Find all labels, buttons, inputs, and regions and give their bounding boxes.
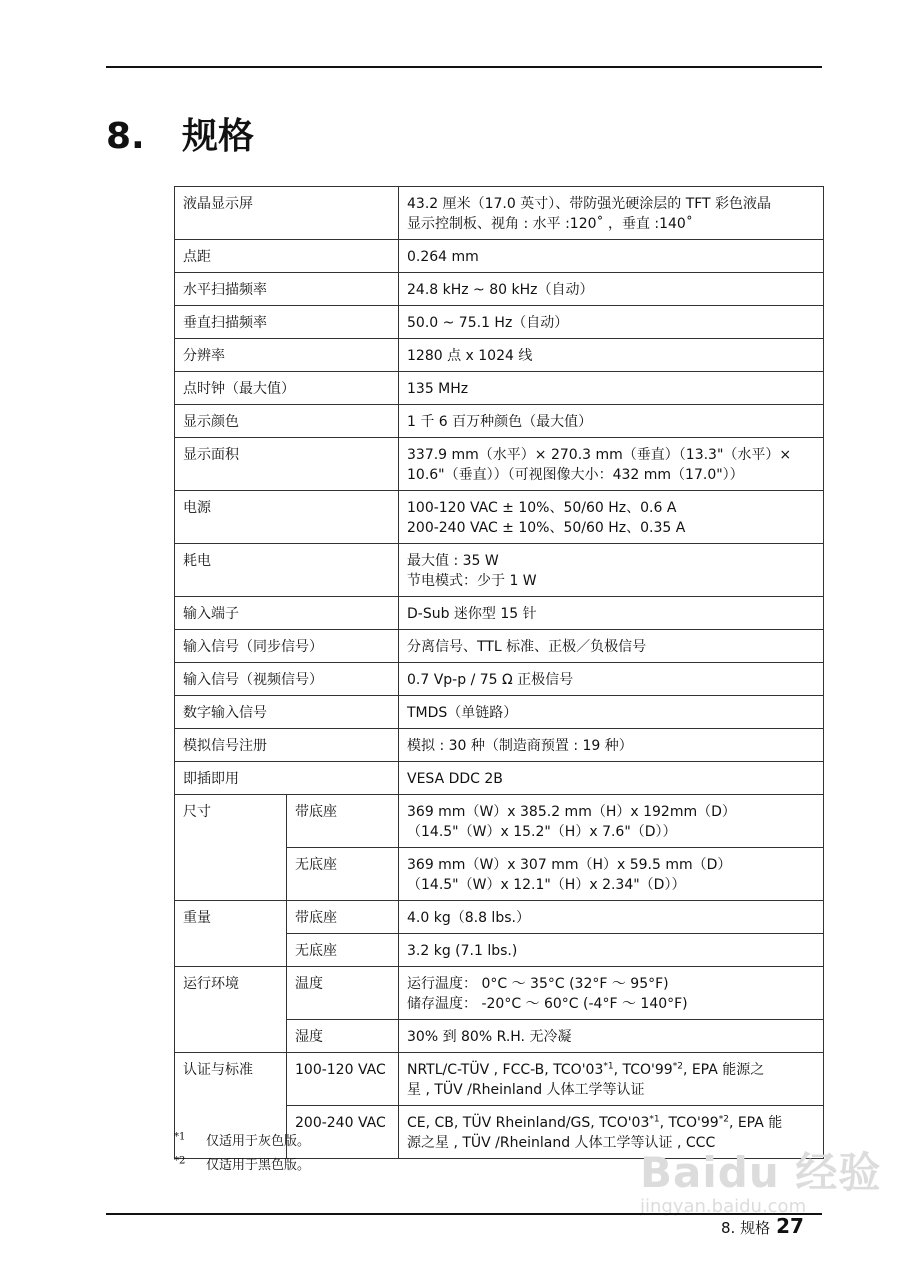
- footnote-mark: *2: [718, 1114, 729, 1125]
- row-value: 0.264 mm: [399, 240, 824, 273]
- footer-section-label: 8. 规格: [721, 1219, 771, 1237]
- footnote-mark: *1: [603, 1061, 614, 1072]
- row-label: 点时钟（最大值）: [175, 372, 399, 405]
- table-row: [175, 967, 824, 1020]
- row-value: 模拟 : 30 种（制造商预置 : 19 种）: [399, 729, 824, 762]
- page-footer: [721, 1214, 804, 1238]
- row-value: 3.2 kg (7.1 lbs.): [399, 934, 824, 967]
- sub-label: 无底座: [287, 848, 399, 901]
- cert-text: , TCO'99: [613, 1062, 673, 1078]
- header-rule: [106, 66, 822, 68]
- row-label-dimensions: 尺寸: [175, 795, 287, 901]
- row-value: [399, 1053, 824, 1106]
- row-value: 369 mm（W）x 385.2 mm（H）x 192mm（D） （14.5"（W）x 15.2"（H）x 7.6"（D））: [399, 795, 824, 848]
- row-value: TMDS（单链路）: [399, 696, 824, 729]
- page-number: 27: [776, 1214, 804, 1238]
- cert-text: , TCO'99: [659, 1115, 719, 1131]
- footnote-mark: *1: [649, 1114, 660, 1125]
- row-value: 1 千 6 百万种颜色（最大值）: [399, 405, 824, 438]
- row-label-certification: 认证与标准: [175, 1053, 287, 1159]
- row-value: 1280 点 x 1024 线: [399, 339, 824, 372]
- row-label: 显示面积: [175, 438, 399, 491]
- table-row: [175, 240, 824, 273]
- sub-label: 100-120 VAC: [287, 1053, 399, 1106]
- row-label: 分辨率: [175, 339, 399, 372]
- row-value: [399, 1106, 824, 1159]
- sub-label: 温度: [287, 967, 399, 1020]
- table-row: [175, 696, 824, 729]
- table-row: [175, 630, 824, 663]
- table-row: [175, 438, 824, 491]
- cert-text: CE, CB, TÜV Rheinland/GS, TCO'03: [407, 1115, 650, 1131]
- watermark-logo: Baidu 经验: [640, 1148, 882, 1197]
- table-row: [175, 405, 824, 438]
- row-label: 输入端子: [175, 597, 399, 630]
- row-value: 135 MHz: [399, 372, 824, 405]
- table-row: [175, 306, 824, 339]
- table-row: [175, 762, 824, 795]
- footnotes: [174, 1130, 310, 1178]
- spec-table-body: [175, 187, 824, 795]
- table-row: [175, 729, 824, 762]
- table-row: [175, 273, 824, 306]
- row-value: 30% 到 80% R.H. 无冷凝: [399, 1020, 824, 1053]
- section-heading: [106, 108, 254, 159]
- spec-table-grouped: [175, 795, 824, 1159]
- table-row: [175, 663, 824, 696]
- row-value: 369 mm（W）x 307 mm（H）x 59.5 mm（D） （14.5"（W）x 12.1"（H）x 2.34"（D））: [399, 848, 824, 901]
- row-value: 分离信号、TTL 标准、正极／负极信号: [399, 630, 824, 663]
- footnote-text: 仅适用于黑色版。: [206, 1158, 311, 1173]
- cert-text: , EPA 能 源之星 , TÜV /Rheinland 人体工学等认证 , CCC: [407, 1115, 783, 1151]
- table-row: [175, 372, 824, 405]
- row-label: 显示颜色: [175, 405, 399, 438]
- sub-label: 200-240 VAC: [287, 1106, 399, 1159]
- row-value: 50.0 ~ 75.1 Hz（自动）: [399, 306, 824, 339]
- table-row: [175, 795, 824, 848]
- row-value: 24.8 kHz ~ 80 kHz（自动）: [399, 273, 824, 306]
- sub-label: 湿度: [287, 1020, 399, 1053]
- sub-label: 无底座: [287, 934, 399, 967]
- row-value: 最大值 : 35 W 节电模式：少于 1 W: [399, 544, 824, 597]
- footnote: [174, 1154, 310, 1178]
- table-row: [175, 544, 824, 597]
- row-label: 输入信号（视频信号）: [175, 663, 399, 696]
- sub-label: 带底座: [287, 795, 399, 848]
- table-row: [175, 187, 824, 240]
- spec-table: [174, 186, 824, 1159]
- row-value: 100-120 VAC ± 10%、50/60 Hz、0.6 A 200-240 VAC ± 10%、50/60 Hz、0.35 A: [399, 491, 824, 544]
- table-row: [175, 339, 824, 372]
- row-value: 0.7 Vp-p / 75 Ω 正极信号: [399, 663, 824, 696]
- row-label: 耗电: [175, 544, 399, 597]
- row-label: 液晶显示屏: [175, 187, 399, 240]
- table-row: [175, 1053, 824, 1106]
- row-label: 点距: [175, 240, 399, 273]
- cert-text: , EPA 能源之 星 , TÜV /Rheinland 人体工学等认证: [407, 1062, 765, 1098]
- footnote-mark: *2: [672, 1061, 683, 1072]
- footnote-text: 仅适用于灰色版。: [206, 1134, 311, 1149]
- row-value: D-Sub 迷你型 15 针: [399, 597, 824, 630]
- footnote: [174, 1130, 310, 1154]
- row-label: 输入信号（同步信号）: [175, 630, 399, 663]
- cert-text: NRTL/C-TÜV , FCC-B, TCO'03: [407, 1062, 604, 1078]
- table-row: [175, 901, 824, 934]
- section-number: 8.: [106, 116, 145, 157]
- row-label: 数字输入信号: [175, 696, 399, 729]
- row-label: 模拟信号注册: [175, 729, 399, 762]
- watermark-url: jingyan.baidu.com: [640, 1196, 807, 1217]
- row-label: 电源: [175, 491, 399, 544]
- footnote-mark: *2: [174, 1155, 186, 1167]
- row-label: 水平扫描频率: [175, 273, 399, 306]
- row-value: 运行温度： 0°C ～ 35°C (32°F ～ 95°F) 储存温度： -20°C ～ 60°C (-4°F ～ 140°F): [399, 967, 824, 1020]
- row-value: 4.0 kg（8.8 lbs.）: [399, 901, 824, 934]
- row-label-environment: 运行环境: [175, 967, 287, 1053]
- row-label: 即插即用: [175, 762, 399, 795]
- sub-label: 带底座: [287, 901, 399, 934]
- footer-rule: [106, 1213, 822, 1215]
- table-row: [175, 597, 824, 630]
- row-label-weight: 重量: [175, 901, 287, 967]
- table-row: [175, 491, 824, 544]
- section-title: 规格: [182, 116, 255, 157]
- row-value: 337.9 mm（水平）× 270.3 mm（垂直）（13.3"（水平）× 10.6"（垂直））（可视图像大小：432 mm（17.0"））: [399, 438, 824, 491]
- row-label: 垂直扫描频率: [175, 306, 399, 339]
- row-value: VESA DDC 2B: [399, 762, 824, 795]
- row-value: 43.2 厘米（17.0 英寸）、带防强光硬涂层的 TFT 彩色液晶 显示控制板、视角 : 水平 :120˚ ，垂直 :140˚: [399, 187, 824, 240]
- footnote-mark: *1: [174, 1131, 186, 1143]
